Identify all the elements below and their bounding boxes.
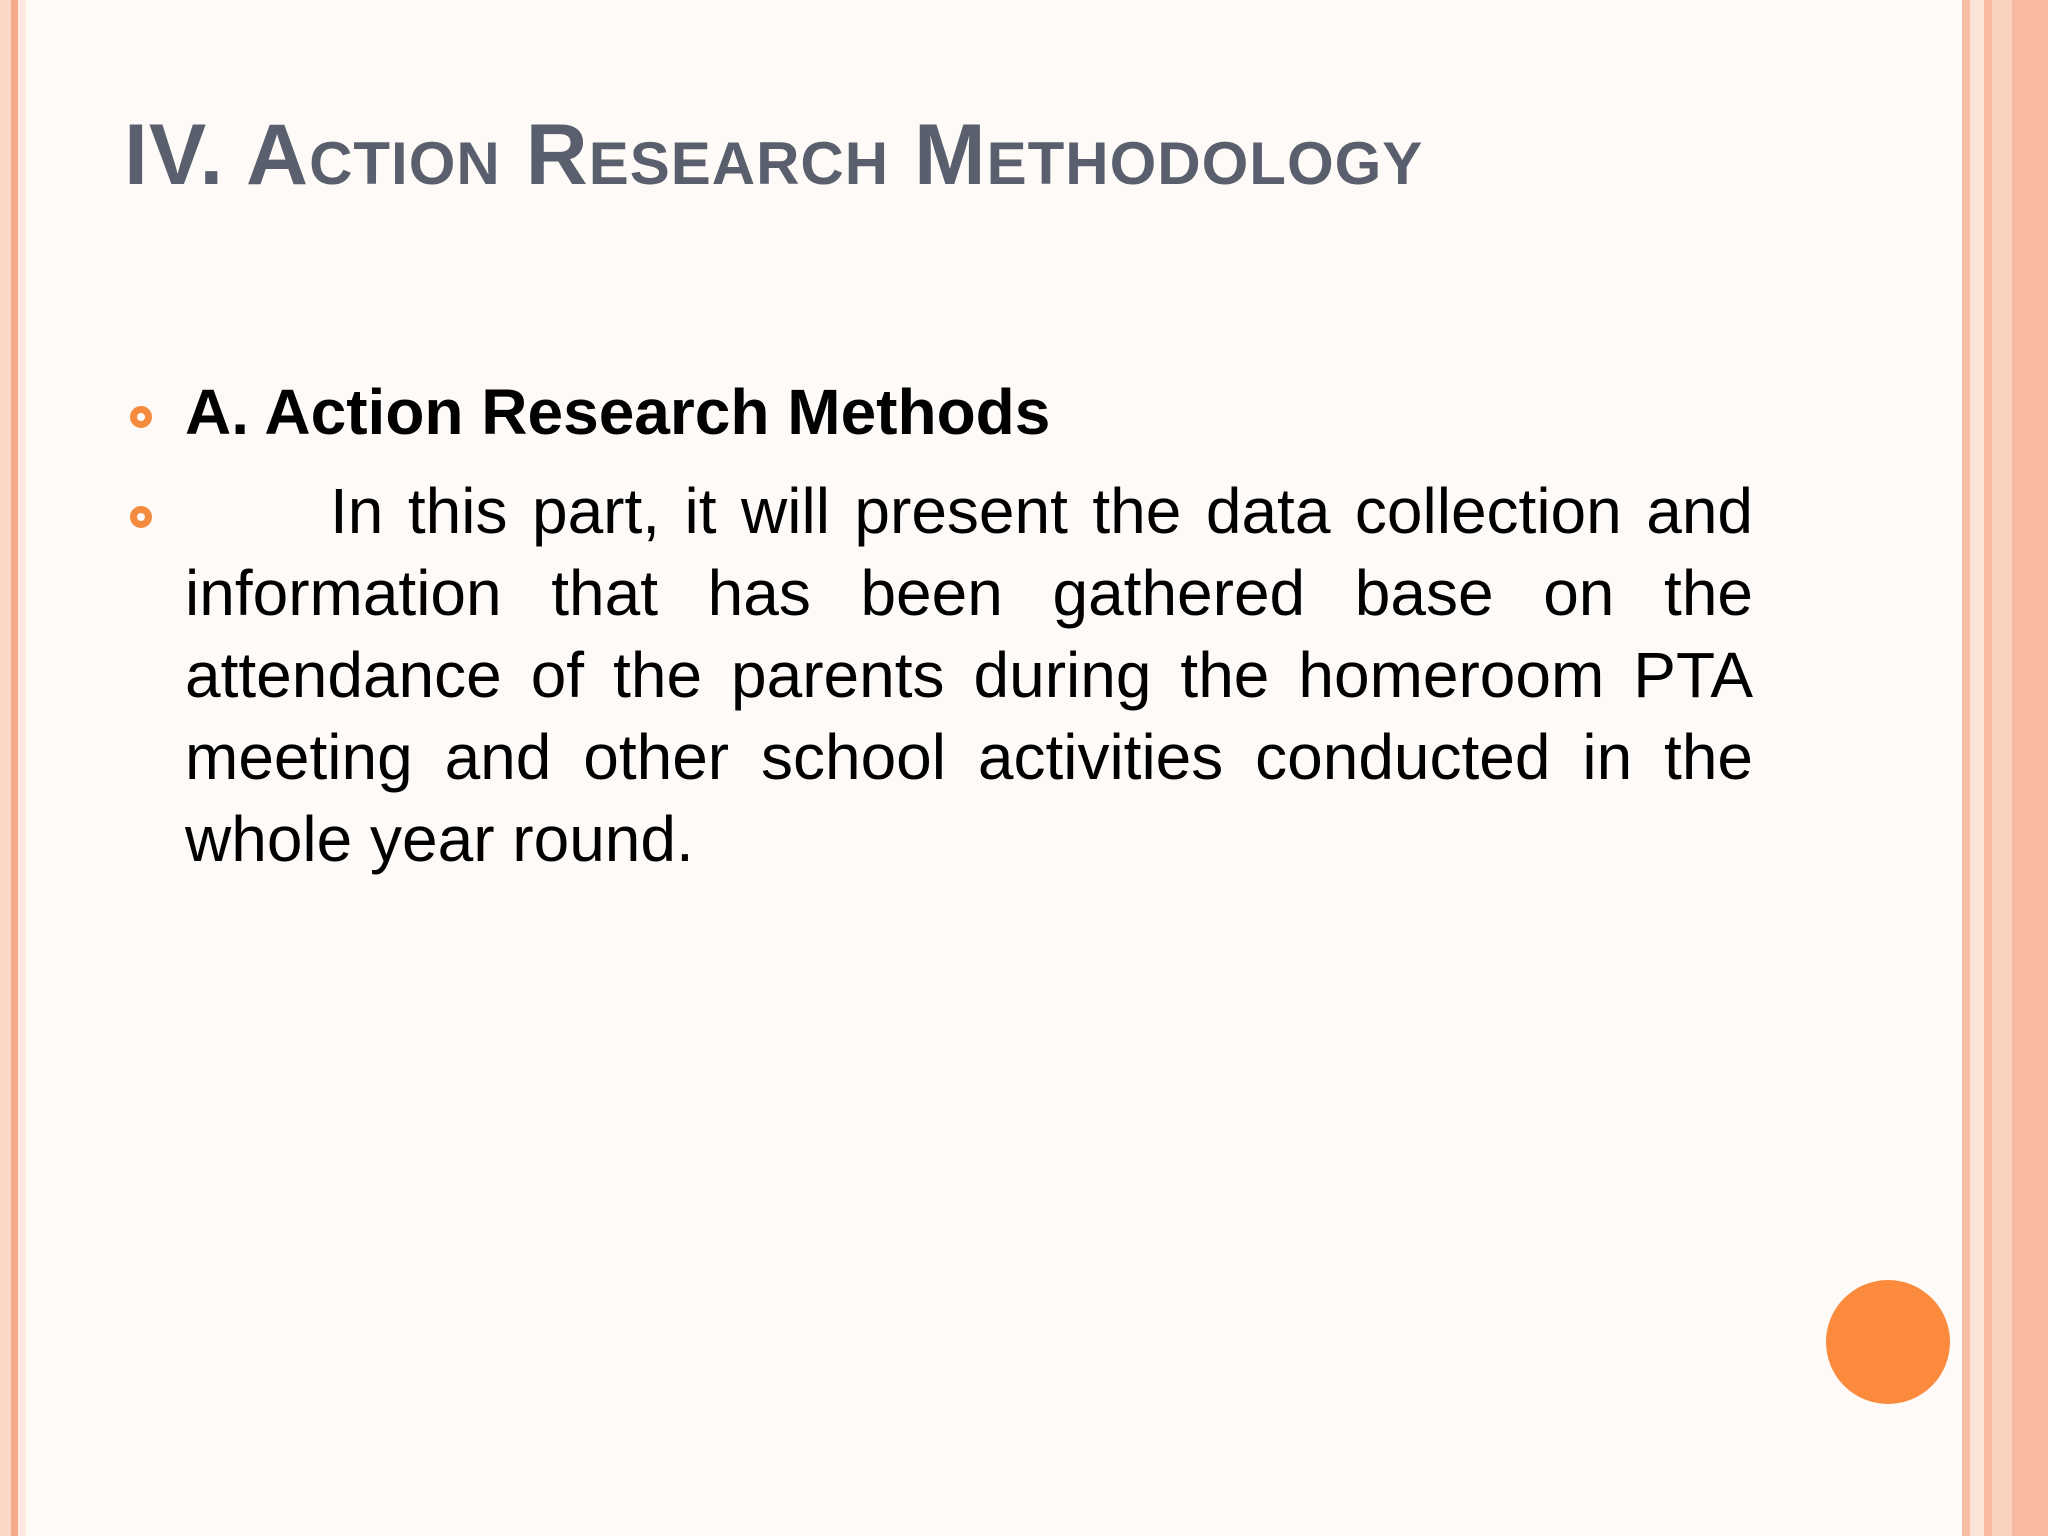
bullet-circle-icon	[130, 406, 152, 428]
bullet-circle-icon	[130, 506, 152, 528]
right-border-stripe	[2012, 0, 2048, 1536]
left-border-stripe	[18, 0, 26, 1536]
body-paragraph: In this part, it will present the data collection and information that has been gathered base on the attendance of the parents during the homeroom PTA meeting and other school activities conducted in the whole year round.	[185, 475, 1753, 875]
left-border-stripe	[0, 0, 11, 1536]
slide-title: IV. Action Research Methodology	[124, 107, 1424, 203]
right-border-stripe	[1962, 0, 1970, 1536]
section-heading: A. Action Research Methods	[185, 376, 1051, 448]
right-border-stripe	[1992, 0, 2012, 1536]
right-border-stripe	[1984, 0, 1992, 1536]
left-border-stripe	[11, 0, 18, 1536]
right-border-stripe	[1970, 0, 1984, 1536]
decorative-orange-circle	[1826, 1280, 1950, 1404]
